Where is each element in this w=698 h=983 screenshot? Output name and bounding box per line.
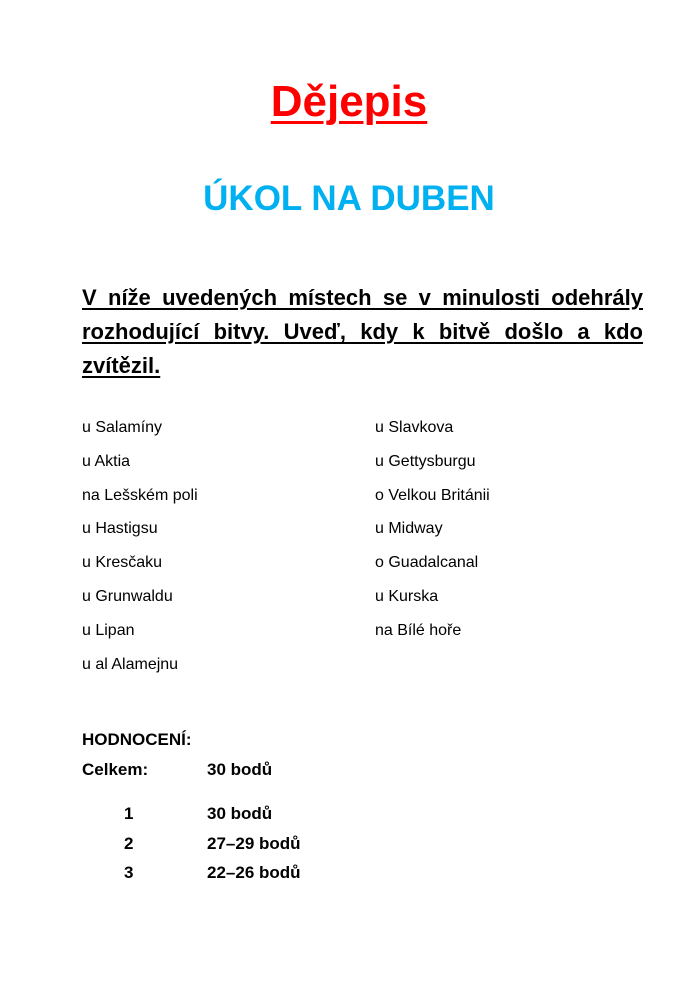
battle-item: u Grunwaldu: [82, 587, 173, 605]
grade-number: 1: [124, 804, 134, 823]
grade-row: [82, 800, 482, 830]
grade-number: 3: [124, 863, 134, 882]
battles-left-column: [82, 415, 362, 685]
battle-item: u Kurska: [375, 587, 439, 605]
battle-item: u Gettysburgu: [375, 452, 476, 470]
grade-points: 30 bodů: [207, 804, 273, 823]
battle-item: na Bílé hoře: [375, 621, 462, 639]
assignment-instruction: V níže uvedených místech se v minulosti odehrály rozhodující bitvy. Uveď, kdy k bitvě došlo a kdo zvítězil.: [82, 285, 643, 378]
grade-row: [82, 830, 482, 860]
grade-row: [82, 859, 482, 889]
page-title: Dějepis: [270, 77, 428, 126]
battle-item: na Lešském poli: [82, 486, 198, 504]
battle-item: u Salamíny: [82, 419, 163, 436]
assignment-subtitle: ÚKOL NA DUBEN: [203, 179, 495, 218]
grade-points: 22–26 bodů: [207, 863, 301, 882]
battle-item: o Guadalcanal: [375, 554, 479, 572]
battles-right-column: [375, 415, 655, 652]
battle-item: u Kresčaku: [82, 554, 163, 572]
battle-item: u Aktia: [82, 452, 131, 470]
battle-item: u Midway: [375, 520, 443, 538]
battle-item: u Slavkova: [375, 419, 454, 436]
grade-points: 27–29 bodů: [207, 833, 301, 853]
evaluation-heading: HODNOCENÍ:: [82, 730, 192, 749]
grading-scale: [82, 800, 482, 889]
total-value: 30 bodů: [207, 760, 273, 779]
total-label: Celkem:: [82, 760, 149, 779]
grade-number: 2: [124, 833, 134, 853]
battle-item: u al Alamejnu: [82, 655, 179, 673]
battle-item: u Hastigsu: [82, 520, 158, 538]
battle-item: o Velkou Británii: [375, 486, 490, 504]
battle-item: u Lipan: [82, 621, 135, 639]
